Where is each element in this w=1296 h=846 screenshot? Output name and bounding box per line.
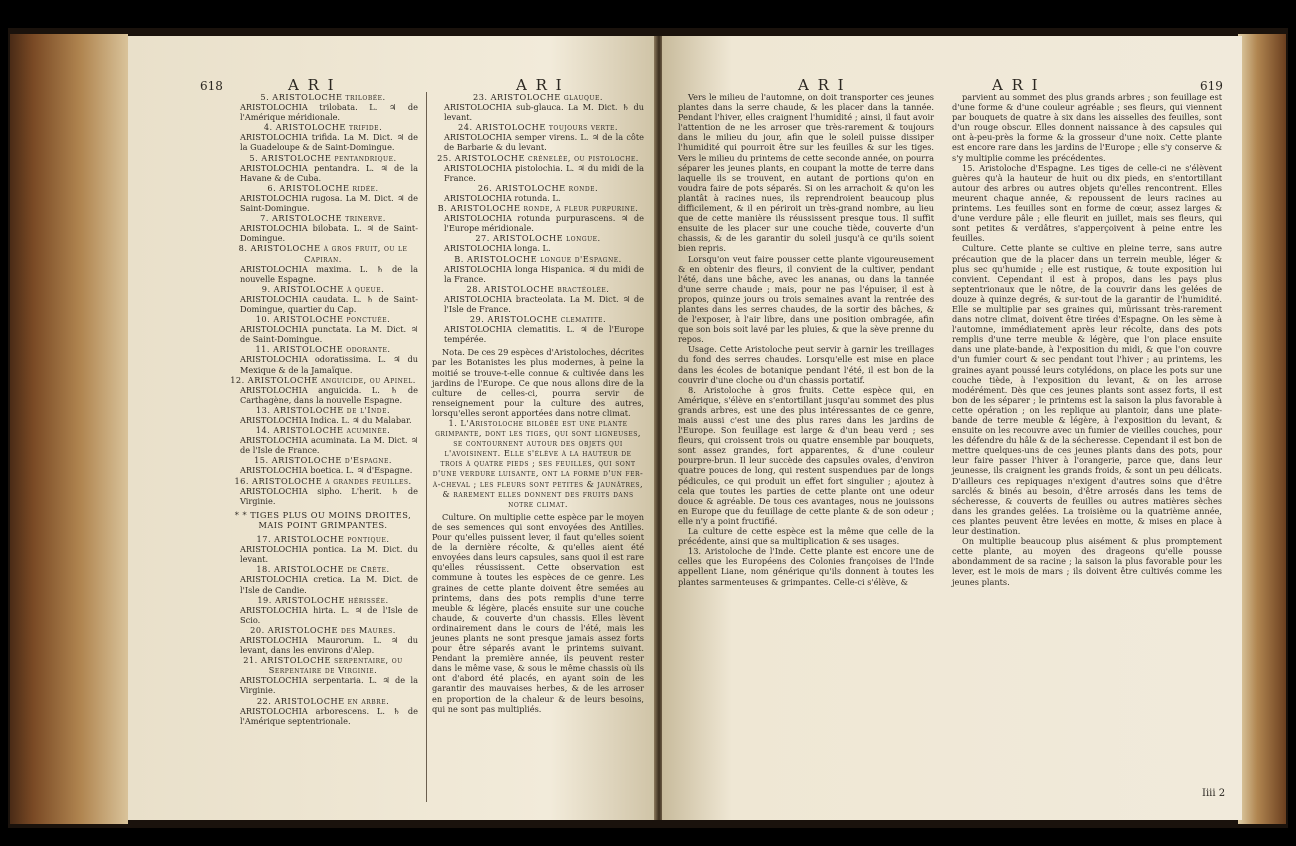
text-line: ARISTOLOCHIA acuminata. La M. Dict. ♃ de l'Isle de France. (240, 435, 418, 456)
text-line: Vers le milieu de l'automne, on doit transporter ces jeunes plantes dans la serre chaude, & les placer dans la tannée. Pendant l'hiver, elles craignent l'humidité ; ainsi, il faut avoir l'attention de ne les arroser que très-rarement & toujours dans le milieu du jour, afin que le soleil puisse dissiper l'humidité qui pourroit être sur les feuilles & sur les tiges. Vers le milieu du printems de cette seconde année, on pourra séparer les jeunes plants, en coupant la motte de terre dans laquelle ils se trouvent, en autant de portions qu'on en voudra faire de pots séparés. Si on les arrachoit & qu'on les plantât à racines nues, ils reprendroient beaucoup plus difficilement, & il en périroit un très-grand nombre, au lieu que de cette manière ils réussissent presque tous. Il suffit ensuite de les placer sur une couche tiède, couverte d'un chassis, & de les garantir du soleil jusqu'à ce qu'ils soient bien repris. (678, 92, 934, 254)
text-line: ARISTOLOCHIA rugosa. La M. Dict. ♃ de Saint-Domingue. (240, 192, 418, 214)
text-line: ARISTOLOCHIA trilobata. L. ♃ de l'Amérique méridionale. (240, 102, 418, 123)
text-line: 26. ARISTOLOCHE ronde. (477, 182, 599, 193)
column-rule (426, 92, 427, 802)
left-column-1 (228, 92, 418, 726)
left-page (128, 36, 656, 820)
text-line: ARISTOLOCHIA sub-glauca. La M. Dict. ♄ du levant. (444, 102, 644, 123)
text-line: 14. ARISTOLOCHE acuminée. (255, 425, 391, 436)
text-line: La culture de cette espèce est la même que celle de la précédente, ainsi que sa multiplication & ses usages. (678, 526, 934, 547)
text-line: 17. ARISTOLOCHE pontique. (256, 534, 390, 545)
text-line: 19. ARISTOLOCHE hérissée. (257, 594, 389, 605)
text-line: 4. ARISTOLOCHE trifide. (263, 122, 383, 133)
text-line: ARISTOLOCHIA sipho. L'herit. ♄ de Virginie. (240, 485, 418, 506)
text-line: Lorsqu'on veut faire pousser cette plante vigoureusement & en obtenir des fleurs, il convient de la cultiver, pendant l'été, dans une bâche, avec les ananas, ou dans la tannée d'une serre chaude ; mais, pour ne pas l'épuiser, il est à propos, quinze jours ou trois semaines avant la rentrée des plantes dans les serres chaudes, de la sortir des bâches, & de l'exposer, à l'air libre, dans une position ombragée, afin que son bois soit lavé par les pluies, & que la sève prenne du repos. (678, 253, 934, 345)
text-line: 22. ARISTOLOCHE en arbre. (256, 695, 390, 706)
text-line: ARISTOLOCHIA bracteolata. La M. Dict. ♃ de l'Isle de France. (444, 293, 644, 314)
text-line: 5. ARISTOLOCHE pentandrique. (249, 152, 397, 163)
text-line: ARISTOLOCHIA longa Hispanica. ♃ du midi de la France. (444, 263, 644, 284)
text-line: Culture. On multiplie cette espèce par le moyen de ses semences qui sont envoyées des Antilles. Pour qu'elles puissent lever, il faut qu'elles soient de la dernière récolte, & qu'elles aient été envoyées dans leurs capsules, sans quoi il est rare qu'elles réussissent. Cette observation est commune à toutes les espèces de ce genre. Les graines de cette plante doivent être semées au printems, dans des pots remplis d'une terre meuble & légère, placés ensuite sur une couche chaude, & couverte d'un chassis. Elles lèvent ordinairement dans le cours de l'été, mais les jeunes plants ne sont presque jamais assez forts pour être séparés avant le printems suivant. Pendant la première année, ils peuvent rester dans le même vase, & sous le même chassis où ils ont d'abord été placés, en ayant soin de les garantir des mauvaises herbes, & de les arroser en proportion de la chaleur & de leurs besoins, qui ne sont pas multipliés. (432, 511, 644, 714)
text-line: ARISTOLOCHIA pentandra. L. ♃ de la Havane & de Cuba. (240, 162, 418, 183)
text-line: 7. ARISTOLOCHE trinerve. (260, 213, 386, 224)
text-line: ARISTOLOCHIA punctata. La M. Dict. ♃ de Saint-Domingue. (240, 324, 418, 345)
text-line: On multiplie beaucoup plus aisément & plus promptement cette plante, au moyen des drageons qu'elle pousse abondamment de sa racine ; la saison la plus favorable pour les lever, est le mois de mars ; ils doivent être cultivés comme les jeunes plants. (952, 536, 1222, 587)
text-line: 28. ARISTOLOCHE bractéolée. (466, 283, 610, 294)
text-line: Usage. Cette Aristoloche peut servir à garnir les treillages du fond des serres chaudes. Lorsqu'elle est mise en place dans les écoles de botanique pendant l'été, il est bon de la couvrir d'une cloche ou d'un chassis portatif. (678, 344, 934, 385)
right-page (662, 36, 1242, 820)
text-line: 29. ARISTOLOCHE clematite. (469, 314, 607, 325)
text-line: ARISTOLOCHIA anguicida. L. ♄ de Carthagène, dans la nouvelle Espagne. (240, 384, 418, 405)
text-line: * * TIGES PLUS OU MOINS DROITES, MAIS POINT GRIMPANTES. (234, 509, 412, 530)
text-line: ARISTOLOCHIA clematitis. L. ♃ de l'Europe tempérée. (444, 324, 644, 345)
left-header-ari-1: A R I (288, 76, 336, 94)
signature-mark: Iiii 2 (1202, 788, 1226, 799)
text-line: 15. ARISTOLOCHE d'Espagne. (254, 455, 392, 466)
text-line: ARISTOLOCHIA longa. L. (444, 243, 551, 254)
right-column-2 (952, 92, 1222, 587)
text-line: 18. ARISTOLOCHE de Crète. (256, 564, 390, 575)
text-line: ARISTOLOCHIA boetica. L. ♃ d'Espagne. (240, 465, 413, 476)
right-column-1 (678, 92, 934, 587)
text-line: B. ARISTOLOCHE ronde, à fleur purpurine. (437, 203, 639, 214)
text-line: 27. ARISTOLOCHE longue. (475, 233, 601, 244)
text-line: 25. ARISTOLOCHE crénelée, ou pistoloche. (437, 152, 639, 163)
text-line: ARISTOLOCHIA odoratissima. L. ♃ du Mexique & de la Jamaïque. (240, 354, 418, 375)
text-line: 8. ARISTOLOCHE à gros fruit, ou le Capiran. (238, 243, 408, 264)
text-line: ARISTOLOCHIA rotunda purpurascens. ♃ de l'Europe méridionale. (444, 213, 644, 234)
text-line: B. ARISTOLOCHE longue d'Espagne. (454, 253, 622, 264)
text-line: 11. ARISTOLOCHE odorante. (255, 344, 391, 355)
text-line: ARISTOLOCHIA serpentaria. L. ♃ de la Virginie. (240, 675, 418, 696)
right-page-number: 619 (1200, 79, 1223, 93)
right-header-ari-1: A R I (798, 76, 846, 94)
text-line: ARISTOLOCHIA semper virens. L. ♃ de la côte de Barbarie & du levant. (444, 132, 644, 153)
text-line: ARISTOLOCHIA cretica. La M. Dict. de l'Isle de Candie. (240, 574, 418, 595)
text-line: 5. ARISTOLOCHE trilobée. (260, 92, 386, 102)
text-line: ARISTOLOCHIA pontica. La M. Dict. du levant. (240, 544, 418, 565)
right-header-ari-2: A R I (992, 76, 1040, 94)
text-line: 12. ARISTOLOCHE anguicide, ou Apinel. (230, 374, 416, 385)
text-line: 9. ARISTOLOCHE à queue. (261, 283, 385, 294)
text-line: 15. Aristoloche d'Espagne. Les tiges de celle-ci ne s'élèvent guères qu'à la hauteur de huit ou dix pieds, en s'entortillant autour des arbres ou autres objets qu'elles rencontrent. Elles meurent chaque année, & repoussent de leurs racines au printems. Les feuilles sont en forme de cœur, assez larges & d'une verdure pâle ; elle fleurit en juillet, mais ses fleurs, qui sont petites & verdâtres, s'apperçoivent à peine entre les feuilles. (952, 162, 1222, 244)
text-line: ARISTOLOCHIA hirta. L. ♃ de l'Isle de Scio. (240, 604, 418, 625)
text-line: 23. ARISTOLOCHE glauque. (473, 92, 603, 102)
text-line: 24. ARISTOLOCHE toujours verte. (458, 122, 618, 133)
text-line: Nota. De ces 29 espèces d'Aristoloches, décrites par les Botanistes les plus modernes, à peine la moitié se trouve-t-elle connue & cultivée dans les jardins de l'Europe. Ce que nous allons dire de la culture de celles-ci, pourra servir de renseignement pour la culture des autres, lorsqu'elles seront apportées dans notre climat. (432, 347, 644, 418)
text-line: ARISTOLOCHIA rotunda. L. (444, 192, 561, 203)
text-line: 21. ARISTOLOCHE serpentaire, ou Serpentaire de Virginie. (243, 655, 403, 676)
text-line: 13. ARISTOLOCHE de l'Inde. (255, 404, 391, 415)
text-line: parvient au sommet des plus grands arbres ; son feuillage est d'une forme & d'une couleur agréable ; ses fleurs, qui viennent par bouquets de quatre à six dans les aisselles des feuilles, sont d'un rouge obscur. Elles donnent naissance à des capsules qui ont à-peu-près la forme & la grosseur d'une noix. Cette plante est encore rare dans les jardins de l'Europe ; elle s'y conserve & s'y multiplie comme les précédentes. (952, 92, 1222, 163)
text-line: 20. ARISTOLOCHE des Maures. (250, 624, 396, 635)
text-line: ARISTOLOCHIA bilobata. L. ♃ de Saint-Domingue. (240, 223, 418, 244)
text-line: 1. L'Aristoloche bilobée est une plante grimpante, dont les tiges, qui sont ligneuses, se contournent autour des objets qui l'avoisinent. Elle s'élève à la hauteur de trois à quatre pieds ; ses feuilles, qui sont d'une verdure luisante, ont la forme d'un fer-à-cheval ; les fleurs sont petites & jaunâtres, & rarement elles donnent des fruits dans notre climat. (432, 418, 644, 509)
text-line: ARISTOLOCHIA Maurorum. L. ♃ du levant, dans les environs d'Alep. (240, 634, 418, 656)
left-page-edges (10, 34, 128, 824)
left-page-number: 618 (200, 79, 223, 93)
text-line: Culture. Cette plante se cultive en pleine terre, sans autre précaution que de la placer dans un terrein meuble, léger & plus sec qu'humide ; elle est rustique, & toute exposition lui convient. Cependant il est à propos, dans les pays plus septentrionaux que le nôtre, de la couvrir dans les gelées de douze à quinze degrés, & sur-tout de la garantir de l'humidité. Elle se multiplie par ses graines qui, mûrissant très-rarement dans notre climat, doivent être tirées d'Espagne. On les sème à l'automne, immédiatement après leur récolte, dans des pots remplis d'une terre meuble & légère, que l'on place ensuite dans une plate-bande, à l'exposition du midi, & que l'on couvre d'un fumier court & sec pendant tout l'hiver ; au printems, les graines ayant poussé leurs cotylédons, on place les pots sur une couche tiède, à l'exposition du levant, & on les arrose modérément. Dès que ces jeunes plants sont assez forts, il est bon de les séparer ; le printems est la saison la plus favorable à cette opération ; on les replique au plantoir, dans une plate-bande de terre meuble & légère, à l'exposition du levant, & ensuite on les recouvre avec un fumier de vieilles couches, pour les défendre du hâle & de la sécheresse. Cependant il est bon de mettre quelques-uns de ces jeunes plants dans des pots, pour leur faire passer l'hiver à l'orangerie, parce que, dans leur jeunesse, ils craignent les grands froids, & sont un peu délicats. D'ailleurs ces repiquages n'exigent d'autres soins que d'être sarclés & binés au besoin, d'être arrosés dans les tems de sécheresse, & couverts de feuilles ou autres matières sèches dans les grandes gelées. La troisième ou la quatrième année, ces plantes peuvent être levées en motte, & mises en place à leur destination. (952, 243, 1222, 537)
text-line: ARISTOLOCHIA maxima. L. ♄ de la nouvelle Espagne. (240, 263, 418, 284)
text-line: ARISTOLOCHIA caudata. L. ♄ de Saint-Domingue, quartier du Cap. (240, 293, 418, 314)
text-line: ARISTOLOCHIA Indica. L. ♃ du Malabar. (240, 415, 412, 425)
text-line: 16. ARISTOLOCHE à grandes feuilles. (234, 475, 412, 486)
left-column-2 (432, 92, 644, 714)
text-line: ARISTOLOCHIA trifida. La M. Dict. ♃ de la Guadeloupe & de Saint-Domingue. (240, 132, 418, 153)
left-header-ari-2: A R I (516, 76, 564, 94)
text-line: 10. ARISTOLOCHE ponctuée. (255, 314, 391, 325)
text-line: 13. Aristoloche de l'Inde. Cette plante est encore une de celles que les Européens des Colonies françoises de l'Inde appellent Liane, nom générique qu'ils donnent à toutes les plantes sarmenteuses & grimpantes. Celle-ci s'élève, & (678, 546, 934, 587)
text-line: 8. Aristoloche à gros fruits. Cette espèce qui, en Amérique, s'élève en s'entortillant jusqu'au sommet des plus grands arbres, est une des plus intéressantes de ce genre, mais aussi c'est une des plus rares dans les jardins de l'Europe. Son feuillage est large & d'un beau verd ; ses fleurs, qui croissent trois ou quatre ensemble par bouquets, sont assez grandes, fort apparentes, & d'une couleur pourpre-brun. Il leur succède des capsules ovales, d'environ quatre pouces de long, qui restent suspendues par de longs pédicules, ce qui produit un effet fort singulier ; ajoutez à cela que toutes les parties de cette plante ont une odeur douce & agréable. De tous ces avantages, nous ne jouissons en Europe que du feuillage de cette plante & de son odeur ; elle n'y a point fructifié. (678, 384, 934, 526)
text-line: ARISTOLOCHIA pistolochia. L. ♃ du midi de la France. (444, 162, 644, 183)
right-page-edges (1238, 34, 1286, 824)
text-line: 6. ARISTOLOCHE ridée. (267, 182, 379, 193)
text-line: ARISTOLOCHIA arborescens. L. ♄ de l'Amérique septentrionale. (240, 705, 418, 726)
